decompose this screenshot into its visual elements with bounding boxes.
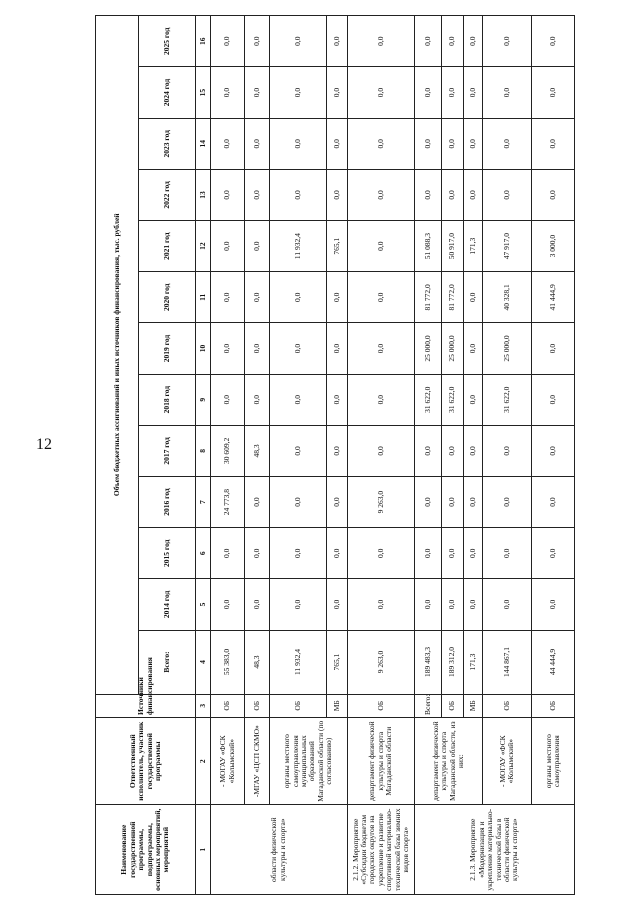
column-number: 2	[196, 717, 210, 804]
row-value-cell: 0,0	[464, 272, 482, 323]
row-value-cell: 0,0	[269, 476, 326, 527]
table-row	[269, 16, 326, 895]
row-value-cell: 0,0	[269, 16, 326, 67]
row-executor-cell: -МГАУ «ЦСП СКМО»	[245, 717, 270, 804]
page-number: 12	[36, 436, 52, 453]
row-value-cell: 0,0	[464, 425, 482, 476]
row-value-cell: 0,0	[415, 425, 442, 476]
row-value-cell: 55 383,0	[210, 630, 245, 694]
row-value-cell: 0,0	[347, 221, 415, 272]
row-value-cell: 0,0	[245, 374, 270, 425]
row-executor-cell: - МОГАУ «ФСК «Колымский»	[210, 717, 245, 804]
column-number: 6	[196, 528, 210, 579]
row-name-cell: 2.1.3. Мероприятие «Модернизация и укрепление материально-технической базы в области физической культуры и спорта»	[415, 805, 575, 895]
row-value-cell: 765,1	[327, 221, 347, 272]
column-number: 1	[196, 805, 210, 895]
row-value-cell: 0,0	[415, 16, 442, 67]
row-value-cell: 0,0	[464, 67, 482, 118]
table-row	[245, 16, 270, 895]
row-value-cell: 0,0	[482, 579, 531, 630]
row-value-cell: 25 000,0	[482, 323, 531, 374]
row-value-cell: 0,0	[210, 169, 245, 220]
column-number-row	[196, 16, 210, 895]
row-name-cell: 2.1.2. Мероприятие «Субсидии бюджетам городских округов на укрепление и развитие спортивной материально-технической базы зимних видов спорта»	[347, 805, 415, 895]
header-year: 2016 год	[138, 476, 195, 527]
row-value-cell: 0,0	[531, 425, 574, 476]
row-value-cell: 0,0	[464, 374, 482, 425]
row-value-cell: 0,0	[210, 272, 245, 323]
row-value-cell: 0,0	[347, 272, 415, 323]
header-year: 2025 год	[138, 16, 195, 67]
row-value-cell: 0,0	[269, 169, 326, 220]
row-value-cell: 0,0	[347, 118, 415, 169]
row-value-cell: 0,0	[464, 169, 482, 220]
row-value-cell: 0,0	[347, 323, 415, 374]
row-executor-cell: - МОГАУ «ФСК «Колымский»	[482, 717, 531, 804]
row-value-cell: 0,0	[347, 169, 415, 220]
row-value-cell: 0,0	[327, 118, 347, 169]
row-source-cell: ОБ	[482, 694, 531, 717]
row-value-cell: 0,0	[245, 67, 270, 118]
row-value-cell: 9 263,0	[347, 476, 415, 527]
row-value-cell: 0,0	[415, 528, 442, 579]
row-value-cell: 41 444,9	[531, 272, 574, 323]
row-value-cell: 81 772,0	[441, 272, 464, 323]
row-value-cell: 31 622,0	[482, 374, 531, 425]
column-number: 8	[196, 425, 210, 476]
row-value-cell: 0,0	[327, 272, 347, 323]
row-value-cell: 0,0	[415, 118, 442, 169]
row-value-cell: 0,0	[269, 272, 326, 323]
row-value-cell: 24 773,8	[210, 476, 245, 527]
row-value-cell: 25 000,0	[415, 323, 442, 374]
column-number: 5	[196, 579, 210, 630]
row-value-cell: 0,0	[347, 528, 415, 579]
row-value-cell: 51 088,3	[415, 221, 442, 272]
header-year: 2015 год	[138, 528, 195, 579]
row-value-cell: 0,0	[441, 67, 464, 118]
row-value-cell: 0,0	[245, 476, 270, 527]
row-value-cell: 0,0	[482, 16, 531, 67]
row-value-cell: 0,0	[210, 528, 245, 579]
row-value-cell: 0,0	[327, 374, 347, 425]
row-value-cell: 0,0	[482, 169, 531, 220]
header-year: 2020 год	[138, 272, 195, 323]
row-value-cell: 0,0	[482, 67, 531, 118]
column-number: 13	[196, 169, 210, 220]
row-value-cell: 0,0	[210, 374, 245, 425]
column-number: 16	[196, 16, 210, 67]
row-value-cell: 0,0	[441, 16, 464, 67]
header-name-col: Наименование государственной программы, подпрограммы, основных мероприятий, мероприятий	[96, 805, 196, 895]
row-value-cell: 0,0	[269, 528, 326, 579]
row-value-cell: 171,3	[464, 221, 482, 272]
financing-table	[95, 15, 575, 895]
row-value-cell: 0,0	[327, 528, 347, 579]
row-value-cell: 0,0	[415, 476, 442, 527]
row-value-cell: 0,0	[327, 425, 347, 476]
header-year: 2024 год	[138, 67, 195, 118]
table-row	[482, 16, 531, 895]
row-value-cell: 0,0	[269, 425, 326, 476]
row-value-cell: 31 622,0	[441, 374, 464, 425]
row-value-cell: 0,0	[347, 67, 415, 118]
row-source-cell: МБ	[464, 694, 482, 717]
column-number: 12	[196, 221, 210, 272]
row-value-cell: 0,0	[245, 221, 270, 272]
row-value-cell: 0,0	[531, 323, 574, 374]
row-source-cell: ОБ	[210, 694, 245, 717]
row-value-cell: 0,0	[327, 169, 347, 220]
row-value-cell: 48,3	[245, 425, 270, 476]
row-value-cell: 0,0	[210, 16, 245, 67]
row-value-cell: 0,0	[482, 118, 531, 169]
column-number: 11	[196, 272, 210, 323]
header-total: Всего:	[138, 630, 195, 694]
header-executor-col: Ответственный исполнитель, участник государственной программы	[96, 717, 196, 804]
row-executor-cell: органы местного самоуправления муниципальных образований Магаданской области (по согласованию)	[269, 717, 347, 804]
row-executor-cell: департамент физической культуры и спорта Магаданской области, из них:	[415, 717, 483, 804]
row-executor-cell: департамент физической культуры и спорта Магаданской области	[347, 717, 415, 804]
row-value-cell: 0,0	[269, 323, 326, 374]
row-value-cell: 0,0	[441, 579, 464, 630]
row-value-cell: 0,0	[464, 528, 482, 579]
row-value-cell: 0,0	[441, 528, 464, 579]
column-number: 15	[196, 67, 210, 118]
row-value-cell: 0,0	[347, 374, 415, 425]
row-value-cell: 0,0	[245, 16, 270, 67]
row-value-cell: 0,0	[327, 67, 347, 118]
row-value-cell: 0,0	[464, 476, 482, 527]
row-value-cell: 0,0	[327, 323, 347, 374]
row-value-cell: 189 312,0	[441, 630, 464, 694]
table-row	[415, 16, 442, 895]
row-value-cell: 0,0	[269, 579, 326, 630]
column-number: 3	[196, 694, 210, 717]
row-source-cell: ОБ	[441, 694, 464, 717]
column-number: 7	[196, 476, 210, 527]
row-value-cell: 0,0	[245, 579, 270, 630]
column-number: 10	[196, 323, 210, 374]
row-value-cell: 0,0	[531, 528, 574, 579]
row-source-cell: ОБ	[269, 694, 326, 717]
row-value-cell: 0,0	[441, 476, 464, 527]
row-value-cell: 0,0	[531, 16, 574, 67]
row-value-cell: 25 000,0	[441, 323, 464, 374]
row-value-cell: 171,3	[464, 630, 482, 694]
row-value-cell: 0,0	[464, 118, 482, 169]
row-value-cell: 9 263,0	[347, 630, 415, 694]
row-value-cell: 0,0	[531, 169, 574, 220]
column-number: 14	[196, 118, 210, 169]
table-row	[210, 16, 245, 895]
row-executor-cell: органы местного самоуправления	[531, 717, 574, 804]
row-value-cell: 0,0	[245, 528, 270, 579]
row-value-cell: 0,0	[531, 374, 574, 425]
header-year: 2018 год	[138, 374, 195, 425]
row-value-cell: 50 917,0	[441, 221, 464, 272]
column-number: 9	[196, 374, 210, 425]
table-body	[210, 16, 574, 895]
row-value-cell: 81 772,0	[415, 272, 442, 323]
row-value-cell: 0,0	[441, 425, 464, 476]
row-source-cell: МБ	[327, 694, 347, 717]
row-value-cell: 0,0	[531, 118, 574, 169]
row-value-cell: 48,3	[245, 630, 270, 694]
row-source-cell: ОБ	[347, 694, 415, 717]
row-value-cell: 0,0	[245, 169, 270, 220]
row-value-cell: 0,0	[441, 169, 464, 220]
row-value-cell: 0,0	[482, 425, 531, 476]
row-value-cell: 0,0	[245, 323, 270, 374]
row-value-cell: 0,0	[210, 118, 245, 169]
row-value-cell: 0,0	[347, 579, 415, 630]
row-value-cell: 3 000,0	[531, 221, 574, 272]
row-value-cell: 0,0	[347, 425, 415, 476]
row-value-cell: 0,0	[210, 67, 245, 118]
row-value-cell: 40 328,1	[482, 272, 531, 323]
header-year: 2017 год	[138, 425, 195, 476]
row-value-cell: 0,0	[269, 118, 326, 169]
row-source-cell: ОБ	[531, 694, 574, 717]
header-year: 2022 год	[138, 169, 195, 220]
row-value-cell: 0,0	[210, 323, 245, 374]
row-value-cell: 144 867,1	[482, 630, 531, 694]
row-value-cell: 0,0	[482, 476, 531, 527]
row-value-cell: 765,1	[327, 630, 347, 694]
row-value-cell: 0,0	[210, 221, 245, 272]
row-source-cell: Всего:	[415, 694, 442, 717]
header-year: 2023 год	[138, 118, 195, 169]
rotated-table-wrapper	[95, 15, 575, 895]
row-value-cell: 0,0	[415, 67, 442, 118]
row-value-cell: 0,0	[269, 67, 326, 118]
row-value-cell: 30 609,2	[210, 425, 245, 476]
row-value-cell: 0,0	[464, 323, 482, 374]
row-value-cell: 0,0	[327, 16, 347, 67]
table-row	[531, 16, 574, 895]
table-row	[347, 16, 415, 895]
row-value-cell: 0,0	[531, 476, 574, 527]
row-value-cell: 0,0	[482, 528, 531, 579]
row-value-cell: 11 932,4	[269, 630, 326, 694]
row-value-cell: 0,0	[210, 579, 245, 630]
header-year: 2019 год	[138, 323, 195, 374]
row-value-cell: 0,0	[441, 118, 464, 169]
row-name-cell: области физической культуры и спорта»	[210, 805, 347, 895]
header-volume-group: Объем бюджетных ассигнований и иных источников финансирования, тыс. рублей	[96, 16, 139, 695]
row-value-cell: 0,0	[327, 579, 347, 630]
row-value-cell: 0,0	[415, 169, 442, 220]
row-value-cell: 47 917,0	[482, 221, 531, 272]
row-value-cell: 189 483,3	[415, 630, 442, 694]
row-value-cell: 0,0	[245, 118, 270, 169]
column-number: 4	[196, 630, 210, 694]
header-year: 2021 год	[138, 221, 195, 272]
row-value-cell: 0,0	[269, 374, 326, 425]
row-value-cell: 31 622,0	[415, 374, 442, 425]
row-value-cell: 0,0	[347, 16, 415, 67]
header-source-col: Источники финансирования	[96, 694, 196, 717]
row-value-cell: 0,0	[531, 579, 574, 630]
row-value-cell: 44 444,9	[531, 630, 574, 694]
row-value-cell: 0,0	[327, 476, 347, 527]
row-value-cell: 0,0	[245, 272, 270, 323]
row-value-cell: 0,0	[415, 579, 442, 630]
row-value-cell: 0,0	[464, 579, 482, 630]
row-source-cell: ОБ	[245, 694, 270, 717]
row-value-cell: 0,0	[531, 67, 574, 118]
row-value-cell: 0,0	[464, 16, 482, 67]
row-value-cell: 11 932,4	[269, 221, 326, 272]
header-year: 2014 год	[138, 579, 195, 630]
